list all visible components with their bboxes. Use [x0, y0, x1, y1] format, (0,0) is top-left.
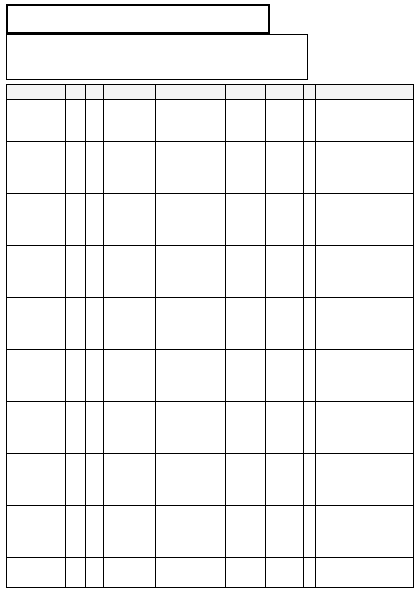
page-title-block	[6, 4, 270, 34]
row-divider	[7, 557, 413, 558]
column-divider	[315, 85, 316, 587]
column-divider	[65, 85, 66, 587]
row-divider	[7, 401, 413, 402]
row-divider	[7, 141, 413, 142]
row-divider	[7, 349, 413, 350]
column-divider	[225, 85, 226, 587]
row-divider	[7, 505, 413, 506]
job-listing-table	[6, 84, 414, 588]
row-divider	[7, 193, 413, 194]
notes-box	[6, 34, 308, 80]
table-header	[7, 85, 413, 100]
office-info	[310, 34, 414, 78]
row-divider	[7, 245, 413, 246]
column-divider	[85, 85, 86, 587]
column-divider	[103, 85, 104, 587]
issue-info	[270, 6, 414, 32]
job-listing-page	[6, 4, 414, 588]
row-divider	[7, 453, 413, 454]
column-divider	[265, 85, 266, 587]
column-divider	[303, 85, 304, 587]
column-divider	[155, 85, 156, 587]
row-divider	[7, 297, 413, 298]
